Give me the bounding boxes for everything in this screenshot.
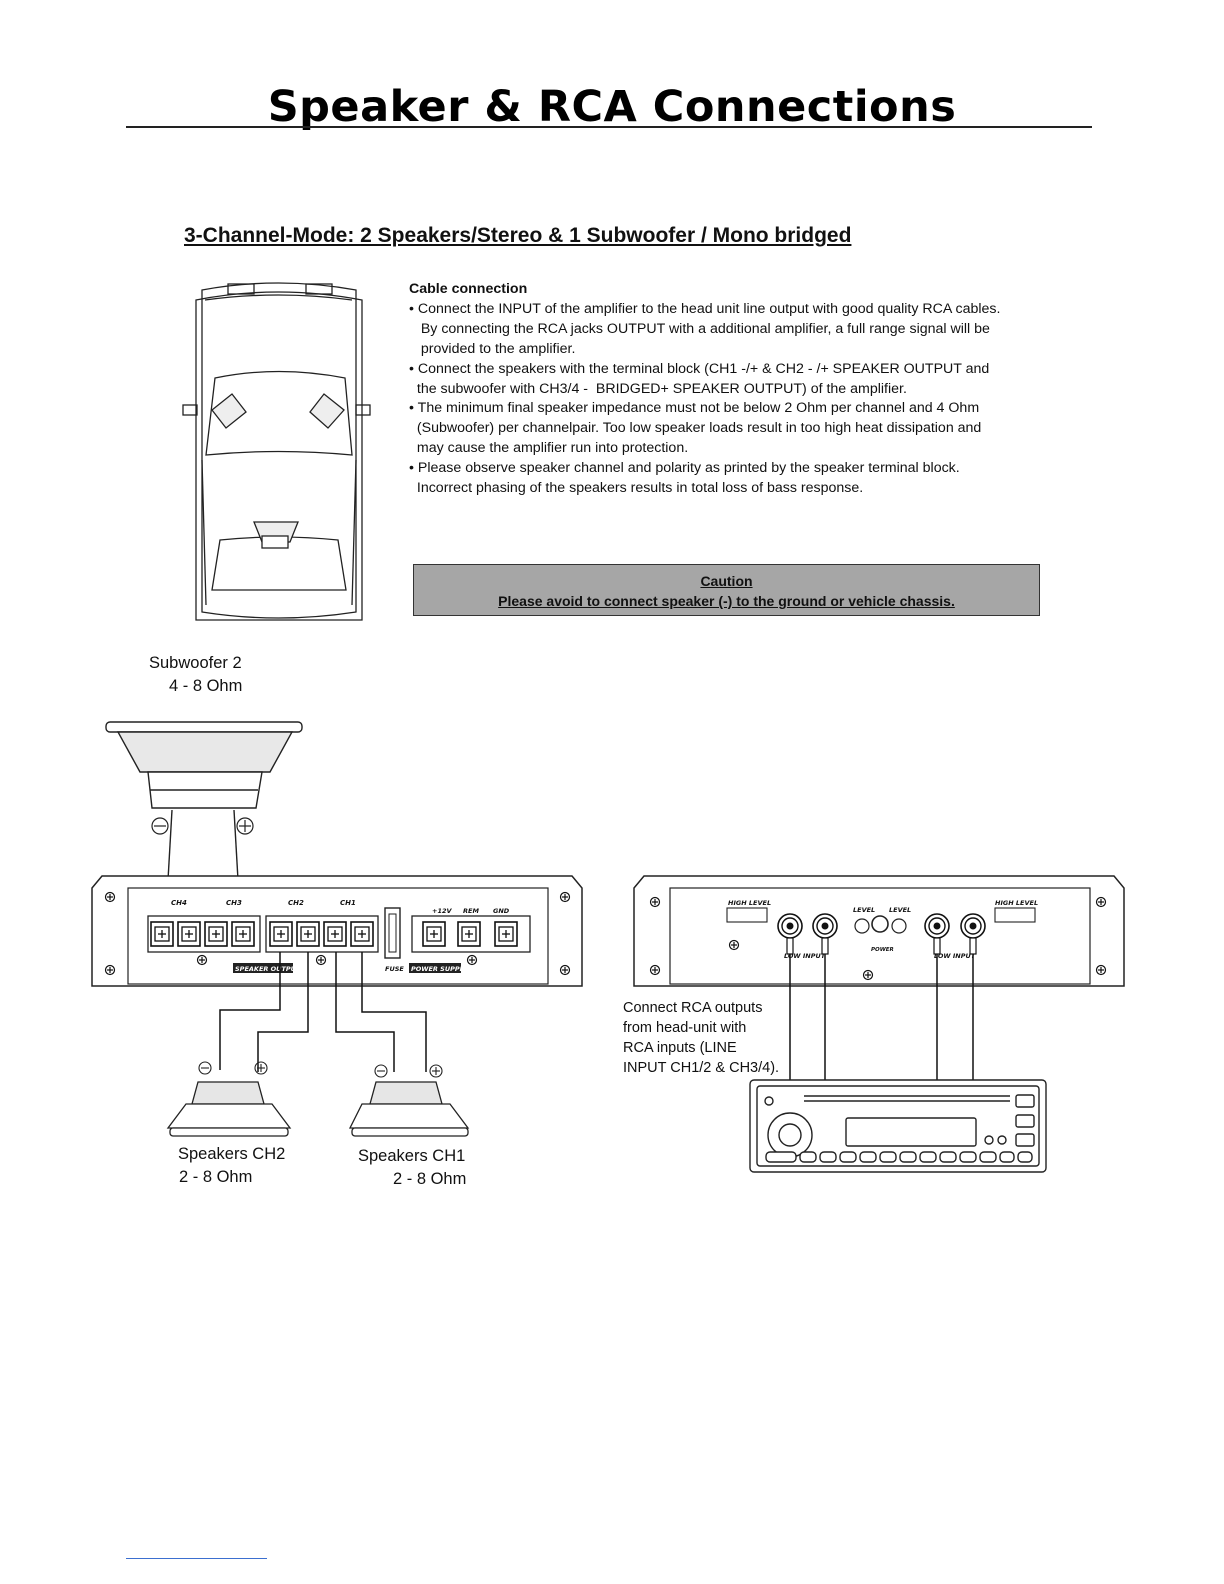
amp-label-gnd: GND xyxy=(493,907,510,915)
rca-note xyxy=(623,998,779,1078)
instruction-line: (Subwoofer) per channelpair. Too low speaker loads result in too high heat dissipation and xyxy=(409,420,982,437)
speaker-ch2-illustration xyxy=(168,1082,290,1136)
amp-label-ch4: CH4 xyxy=(171,899,187,907)
speakers-ch1-label: Speakers CH1 xyxy=(358,1147,466,1165)
amp-label-ch2: CH2 xyxy=(288,899,304,907)
amp-label-ch1: CH1 xyxy=(340,899,356,907)
caution-title: Caution xyxy=(700,573,753,589)
subwoofer-label: Subwoofer 2 xyxy=(149,654,242,672)
footer-link-line xyxy=(126,1558,267,1559)
rca-note-line: from head-unit with xyxy=(623,1020,747,1036)
instruction-line: the subwoofer with CH3/4 - BRIDGED+ SPEAKER OUTPUT) of the amplifier. xyxy=(409,380,907,397)
speaker-polarity-icons xyxy=(199,1062,442,1077)
rear-label-input-left: LOW INPUT xyxy=(784,952,826,960)
rear-label-input-right: LOW INPUT xyxy=(934,952,976,960)
rca-note-line: Connect RCA outputs xyxy=(623,1000,763,1016)
instruction-line: By connecting the RCA jacks OUTPUT with a additional amplifier, a full range signal will be xyxy=(409,320,990,337)
amplifier-front xyxy=(92,876,582,986)
rear-label-high-level-right: HIGH LEVEL xyxy=(995,899,1039,907)
speaker-ch1-illustration xyxy=(350,1082,468,1136)
caution-text: Please avoid to connect speaker (-) to the ground or vehicle chassis. xyxy=(498,593,955,609)
amplifier-rear xyxy=(634,876,1124,986)
speakers-ch2-label: Speakers CH2 xyxy=(178,1145,286,1163)
amp-label-fuse: FUSE xyxy=(385,965,404,973)
rca-note-line: RCA inputs (LINE xyxy=(623,1040,737,1056)
speakers-ch1-impedance: 2 - 8 Ohm xyxy=(393,1170,467,1188)
instruction-line: • Connect the INPUT of the amplifier to the head unit line output with good quality RCA cables. xyxy=(409,300,1001,317)
instruction-line: • Please observe speaker channel and polarity as printed by the speaker terminal block. xyxy=(409,460,960,477)
instruction-line: Incorrect phasing of the speakers results in total loss of bass response. xyxy=(409,480,864,497)
head-unit-illustration xyxy=(750,1080,1046,1172)
amp-label-12v: +12V xyxy=(432,907,452,915)
amp-label-ch3: CH3 xyxy=(226,899,242,907)
amp-label-speaker-output: SPEAKER OUTPUT xyxy=(235,965,301,973)
rear-label-level-1: LEVEL xyxy=(853,906,876,914)
speakers-ch2-impedance: 2 - 8 Ohm xyxy=(179,1168,253,1186)
instruction-line: provided to the amplifier. xyxy=(409,340,576,357)
subwoofer-illustration xyxy=(106,722,302,880)
rear-label-high-level-left: HIGH LEVEL xyxy=(728,899,772,907)
instruction-line: may cause the amplifier run into protection. xyxy=(409,440,689,457)
instruction-line: • The minimum final speaker impedance must not be below 2 Ohm per channel and 4 Ohm xyxy=(409,400,980,417)
rear-label-power: POWER xyxy=(871,947,894,953)
section-heading: 3-Channel-Mode: 2 Speakers/Stereo & 1 Subwoofer / Mono bridged xyxy=(184,224,852,247)
amp-label-power-supply: POWER SUPPLY xyxy=(411,965,468,973)
car-top-view xyxy=(183,283,370,620)
instruction-line: • Connect the speakers with the terminal block (CH1 -/+ & CH2 - /+ SPEAKER OUTPUT and xyxy=(409,360,990,377)
page-title: Speaker & RCA Connections xyxy=(267,82,957,132)
subwoofer-impedance: 4 - 8 Ohm xyxy=(169,677,243,695)
subwoofer-polarity-icons xyxy=(152,818,253,834)
rear-label-level-2: LEVEL xyxy=(889,906,912,914)
instructions-heading: Cable connection xyxy=(409,281,528,297)
amp-label-rem: REM xyxy=(463,907,479,915)
rca-note-line: INPUT CH1/2 & CH3/4). xyxy=(623,1060,780,1076)
